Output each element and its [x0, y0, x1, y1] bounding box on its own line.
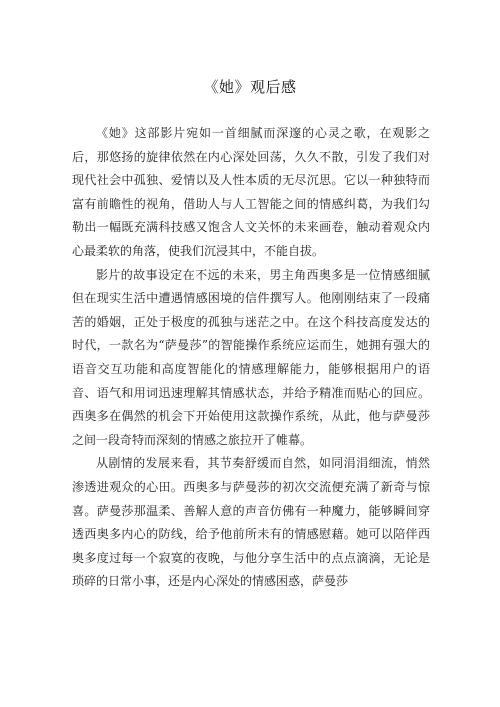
- document-title: 《她》观后感: [203, 78, 297, 96]
- paragraph-1: 《她》这部影片宛如一首细腻而深邃的心灵之歌，在观影之后，那悠扬的旋律依然在内心深处回荡，久久不散，引发了我们对现代社会中孤独、爱情以及人性本质的无尽沉思。它以一种独特而富有前瞻性的视角，借助人与人工智能之间的情感纠葛，为我们勾勒出一幅既充满科技感又饱含人文关怀的未来画卷，触动着观众内心最柔软的角落，使我们沉浸其中，不能自拔。: [72, 126, 430, 258]
- document-body: [72, 122, 430, 594]
- paragraph-2: 影片的故事设定在不远的未来，男主角西奥多是一位情感细腻但在现实生活中遭遇情感困境的信件撰写人。他刚刚结束了一段痛苦的婚姻，正处于极度的孤独与迷茫之中。在这个科技高度发达的时代，一款名为“萨曼莎”的智能操作系统应运而生，她拥有强大的语音交互功能和高度智能化的情感理解能力，能够根据用户的语音、语气和用词迅速理解其情感状态，并给予精准而贴心的回应。西奥多在偶然的机会下开始使用这款操作系统，从此，他与萨曼莎之间一段奇特而深刻的情感之旅拉开了帷幕。: [72, 267, 430, 447]
- paragraph-3: 从剧情的发展来看，其节奏舒缓而自然，如同涓涓细流，悄然渗透进观众的心田。西奥多与萨曼莎的初次交流便充满了新奇与惊喜。萨曼莎那温柔、善解人意的声音仿佛有一种魔力，能够瞬间穿透西奥多内心的防线，给予他前所未有的情感慰藉。她可以陪伴西奥多度过每一个寂寞的夜晚，与他分享生活中的点点滴滴，无论是琐碎的日常小事，还是内心深处的情感困惑，萨曼莎: [72, 456, 430, 589]
